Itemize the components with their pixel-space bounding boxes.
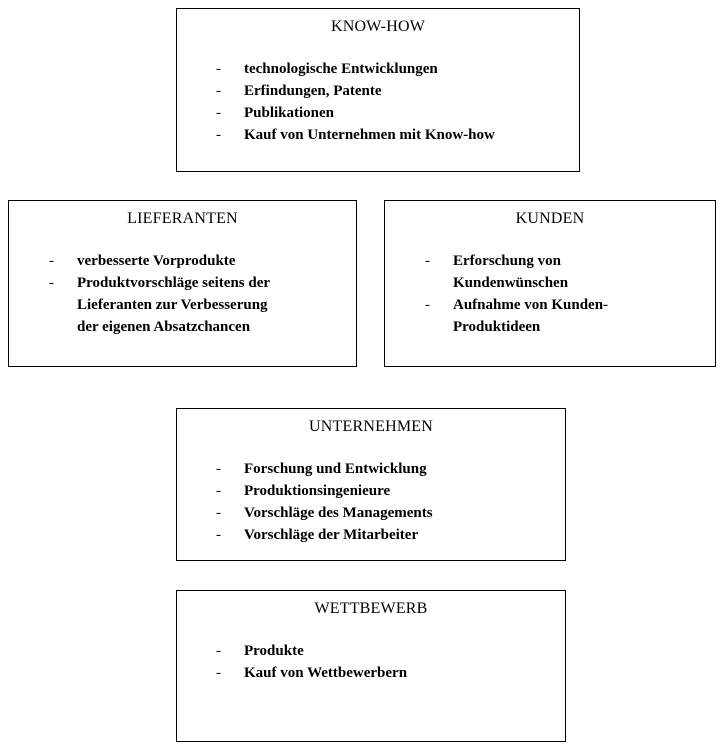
bullet-dash: - [216,483,221,499]
list-kunden [425,250,608,338]
box-title-kunden: KUNDEN [515,210,585,227]
box-lieferanten [8,200,357,367]
list-item: - Forschung und Entwicklung [216,458,433,480]
list-item: - technologische Entwicklungen [216,58,495,80]
bullet-dash: - [216,461,221,477]
box-know-how [176,8,580,172]
box-title-know-how: KNOW-HOW [330,18,426,35]
bullet-dash: - [425,253,430,269]
box-title-unternehmen: UNTERNEHMEN [309,418,433,435]
list-item-continuation: Produktideen [453,319,541,335]
list-lieferanten [49,250,270,338]
list-item: - Kauf von Wettbewerbern [216,662,407,684]
bullet-dash: - [49,253,54,269]
bullet-dash: - [216,505,221,521]
list-item: - Kauf von Unternehmen mit Know-how [216,124,495,146]
bullet-dash: - [216,527,221,543]
bullet-dash: - [216,105,221,121]
list-know-how [216,58,495,146]
list-item: - Produktvorschläge seitens der [49,272,270,294]
bullet-dash: - [49,275,54,291]
list-item: - verbesserte Vorprodukte [49,250,270,272]
box-title-lieferanten: LIEFERANTEN [127,210,238,227]
list-item-continuation: Lieferanten zur Verbesserung [77,297,268,313]
list-item-continuation: der eigenen Absatzchancen [77,319,251,335]
bullet-dash: - [425,297,430,313]
list-item: - Aufnahme von Kunden- [425,294,608,316]
list-item: - Erforschung von [425,250,608,272]
bullet-dash: - [216,665,221,681]
list-item-continuation: Kundenwünschen [453,275,569,291]
box-title-wettbewerb: WETTBEWERB [314,600,428,617]
bullet-dash: - [216,643,221,659]
list-item: - Erfindungen, Patente [216,80,495,102]
list-item: - Vorschläge der Mitarbeiter [216,524,433,546]
bullet-dash: - [216,83,221,99]
bullet-dash: - [216,127,221,143]
box-wettbewerb [176,590,566,742]
box-unternehmen [176,408,566,561]
list-item: - Produkte [216,640,407,662]
bullet-dash: - [216,61,221,77]
list-wettbewerb [216,640,407,684]
box-kunden [384,200,716,367]
list-item: - Publikationen [216,102,495,124]
list-item: - Produktionsingenieure [216,480,433,502]
list-item: - Vorschläge des Managements [216,502,433,524]
list-unternehmen [216,458,433,546]
